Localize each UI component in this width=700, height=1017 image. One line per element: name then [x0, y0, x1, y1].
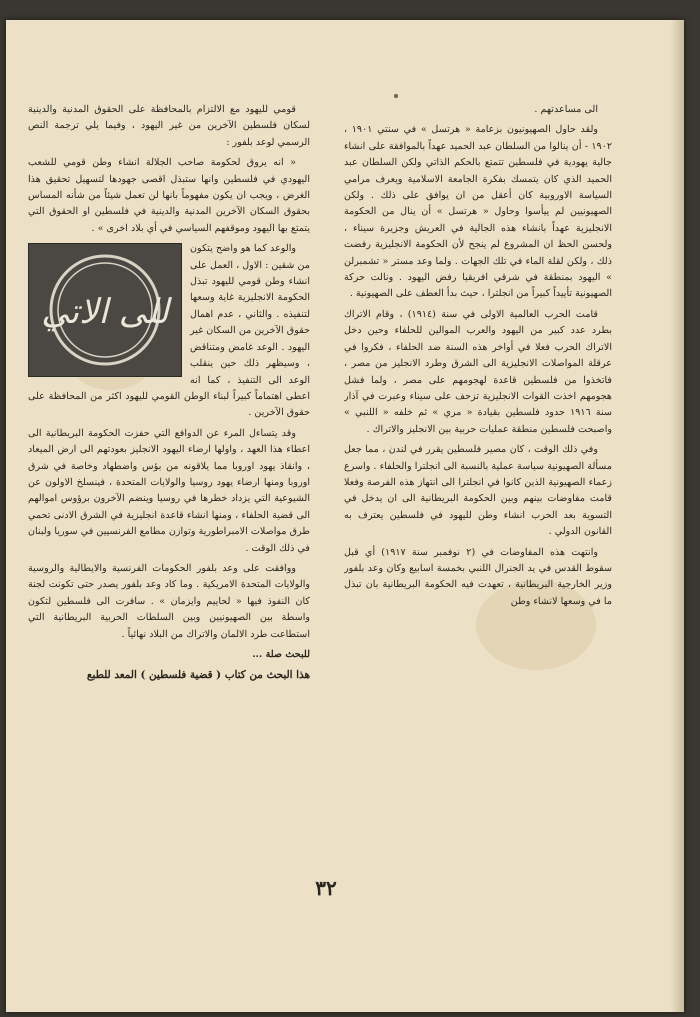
paragraph: وانتهت هذه المفاوضات في (٢ نوفمبر سنة ١٩١٧) أي قبل سقوط القدس في يد الجنرال اللنبي بخمسة اسابيع وكان وعد بلفور وزير الخارجية البريطانية ، تعهدت فيه الحكومة البريطانية بان تبذل ما في وسعها لانشاء وطن — [344, 546, 612, 607]
emblem-graphic — [35, 249, 175, 371]
paragraph: ولقد حاول الصهيونيون بزعامة « هرتسل » في سنتي ١٩٠١ ، ١٩٠٢ - أن ينالوا من السلطان عبد الحميد عهداً بالموافقة على انشاء جالية يهودية في فلسطين تتمتع بالحكم الذاتي ولكن السلطان عبد الحميد الذي كان يتمسك بفكرة الجامعة الاسلامية ويعرف مرامي السياسة الاوروبية كان أعقل من ان يوافق على ذلك . ولكن الصهيونيين لم ييأسوا وحاول « هرتسل » أن ينال من الحكومة الانجليزية عهداً بانشاء هذه الجالية في العريش وجزيرة سيناء ، ولحسن الحظ ان المشروع لم ينجح لأن الحكومة الانجليزية رفضت ذلك ، ولكن لقلة الماء في تلك الجهات . ولما وعد مستر « تشمبرلن » اليهود بمنطقة في شرقي افريقيا رفض اليهود . ونالت حركة الصهيونية تأييداً كبيراً من انجلترا ، حيث بدأ العطف على الصهيونية . — [344, 124, 612, 300]
paragraph: ووافقت على وعد بلفور الحكومات الفرنسية والايطالية والروسية والولايات المتحدة الامريكية . وما كاد وعد بلفور يصدر حتى تكونت لجنة كان النفوذ فيها « لحاييم وايزمان » . سافرت الى فلسطين لتكون واسطة بين الصهيونيين وبين السلطات الحربية البريطانية التي استطاعت طرد الالمان والاتراك من البلاد نهائياً . — [28, 562, 310, 640]
paragraph: والوعد كما هو واضح يتكون من شقين : الاول ، العمل على انشاء وطن قومي لليهود تبذل الحكومة الانجليزية غاية وسعها لتنفيذه . والثاني ، عدم اهمال حقوق الآخرين من السكان غير اليهود . الوعد غامض ومتناقض ، وسيظهر ذلك حين ينقلب الوعد الى التنفيذ ، كما انه اعطى اهتماماً كبيراً لبناء الوطن القومي لليهود اكثر من المحافظة على حقوق الآخرين . — [28, 243, 310, 419]
source-note: هذا البحث من كتاب ( قضية فلسطين ) المعد للطبع — [86, 669, 310, 682]
calligraphy-emblem — [28, 243, 182, 377]
paragraph: الى مساعدتهم . — [534, 104, 598, 115]
magazine-page — [6, 20, 684, 1012]
page-number: ٣٢ — [315, 876, 337, 900]
right-column — [344, 102, 612, 882]
emblem-calligraphy: للى الاتي — [41, 292, 169, 333]
paragraph: قامت الحرب العالمية الاولى في سنة (١٩١٤) ، وقام الاتراك بطرد عدد كبير من اليهود والعرب الموالين للحلفاء وحين دخل الاتراك الحرب فعلا في أواخر هذه السنة ضد الحلفاء ، فكروا في عرقلة المواصلات الانجليزية الى الشرق وطرد الانجليز من مصر ، فاتخذوا من فلسطين قاعدة لهجومهم على مصر ، ولما فشل هجومهم اخذت القوات الانجليزية تزحف على سيناء وعبرت في آذار سنة ١٩١٦ حدود فلسطين بقيادة « مري » ثم خلفه « اللنبي » واصبحت فلسطين منطقة عمليات حربية بين الانجليز والاتراك . — [344, 308, 612, 435]
paragraph: قومي لليهود مع الالتزام بالمحافظة على الحقوق المدنية والدينية لسكان فلسطين الآخرين من غير اليهود ، وفيما يلي ترجمة النص الرسمي لوعد بلفور : — [28, 104, 310, 148]
paragraph: وقد يتساءل المرء عن الدوافع التي حفزت الحكومة البريطانية الى اعطاء هذا العهد ، واولها ارضاء اليهود الانجليز بعودتهم الى ارض الميعاد ، وانقاذ يهود اوروبا مما يلاقونه من بؤس واضطهاد وخاصة في شرق اوروبا ومنها ارضاء يهود روسيا والولايات المتحدة ، فينسلخ الاولون عن الشيوعية التي يزداد خطرها في روسيا وينضم الآخرون برؤوس اموالهم الى قضية الحلفاء ، ومنها انشاء قاعدة انجليزية في الشرق الادنى تحمي طرق مواصلات الامبراطورية وتوازن مطامع الفرنسيين في سوريا ولبنان في ذلك الوقت . — [28, 427, 310, 554]
paragraph: وفي ذلك الوقت ، كان مصير فلسطين يقرر في لندن ، مما جعل مسألة الصهيونية سياسة عملية بالنسبة الى انجلترا والحلفاء . واسرع زعماء الصهيونية الذين كانوا في انجلترا الى انتهاز هذه الفرصة وفعلا قامت مفاوضات بينهم وبين الحكومة البريطانية الى ان يدخل في التسوية بعد الحرب انشاء وطن لليهود في فلسطين يعترف به القانون الدولي . — [344, 444, 612, 538]
left-column — [28, 102, 310, 882]
continued-note: للبحث صلة ... — [252, 649, 310, 660]
quote-paragraph: « انه يروق لحكومة صاحب الجلالة انشاء وطن قومي للشعب اليهودي في فلسطين وانها ستبذل اقصى جهودها لتسهيل تحقيق هذا الغرض ، ويجب ان يكون مفهوماً بانها لن تعمل شيئاً من شأنه المساس بحقوق السكان الآخرين المدنية والدينية في فلسطين او الحقوق التي يتمتع بها اليهود وموقفهم السياسي في أي بلاد اخرى » . — [28, 157, 310, 234]
print-dot — [394, 94, 398, 98]
